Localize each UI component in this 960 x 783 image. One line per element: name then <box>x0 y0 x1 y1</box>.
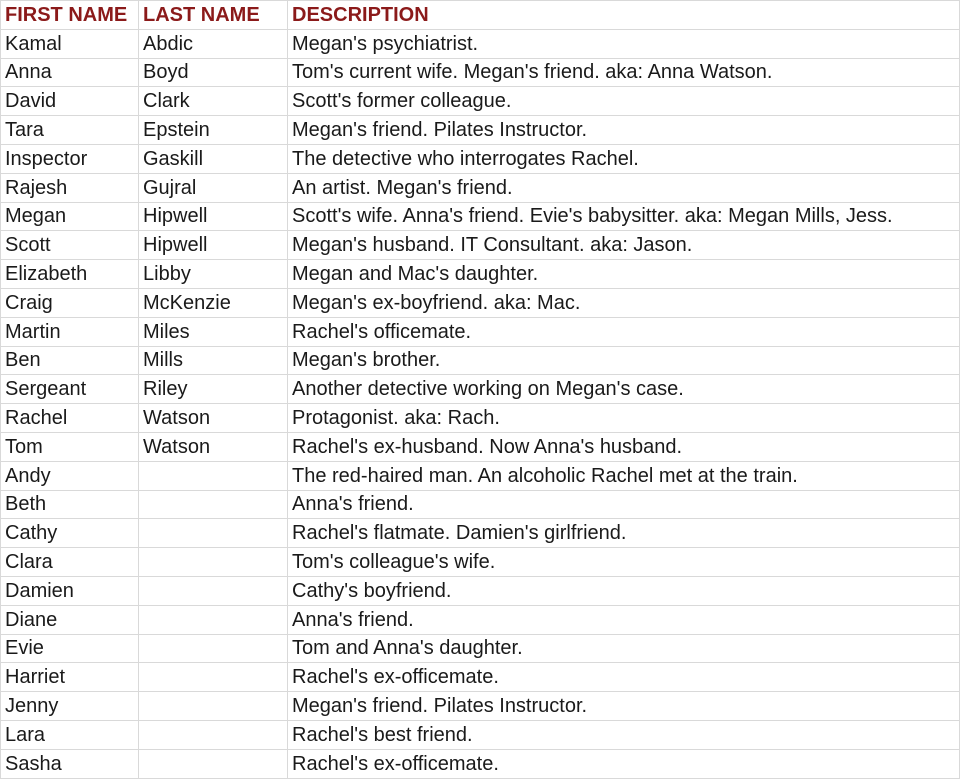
first-name-cell[interactable]: Jenny <box>1 692 139 721</box>
first-name-cell[interactable]: Megan <box>1 202 139 231</box>
table-row <box>1 202 960 231</box>
description-cell[interactable]: Tom and Anna's daughter. <box>288 634 960 663</box>
first-name-cell[interactable]: Clara <box>1 548 139 577</box>
description-cell[interactable]: Protagonist. aka: Rach. <box>288 404 960 433</box>
table-row <box>1 144 960 173</box>
first-name-cell[interactable]: Lara <box>1 720 139 749</box>
first-name-cell[interactable]: Beth <box>1 490 139 519</box>
last-name-cell[interactable]: Mills <box>139 346 288 375</box>
description-cell[interactable]: The detective who interrogates Rachel. <box>288 144 960 173</box>
description-cell[interactable]: Rachel's ex-officemate. <box>288 663 960 692</box>
first-name-cell[interactable]: Kamal <box>1 29 139 58</box>
table-row <box>1 634 960 663</box>
last-name-cell[interactable] <box>139 576 288 605</box>
description-cell[interactable]: Rachel's officemate. <box>288 317 960 346</box>
table-body <box>1 29 960 778</box>
last-name-cell[interactable]: Hipwell <box>139 231 288 260</box>
first-name-cell[interactable]: Elizabeth <box>1 260 139 289</box>
table-row <box>1 720 960 749</box>
table-row <box>1 317 960 346</box>
table-row <box>1 548 960 577</box>
description-cell[interactable]: An artist. Megan's friend. <box>288 173 960 202</box>
description-cell[interactable]: Rachel's ex-officemate. <box>288 749 960 778</box>
description-cell[interactable]: Rachel's flatmate. Damien's girlfriend. <box>288 519 960 548</box>
first-name-cell[interactable]: Cathy <box>1 519 139 548</box>
last-name-cell[interactable]: Epstein <box>139 116 288 145</box>
table-row <box>1 749 960 778</box>
description-cell[interactable]: Megan's brother. <box>288 346 960 375</box>
last-name-cell[interactable]: Hipwell <box>139 202 288 231</box>
last-name-cell[interactable] <box>139 605 288 634</box>
first-name-cell[interactable]: Damien <box>1 576 139 605</box>
description-cell[interactable]: Megan's psychiatrist. <box>288 29 960 58</box>
description-cell[interactable]: Scott's wife. Anna's friend. Evie's babysitter. aka: Megan Mills, Jess. <box>288 202 960 231</box>
last-name-cell[interactable] <box>139 749 288 778</box>
first-name-cell[interactable]: Evie <box>1 634 139 663</box>
last-name-cell[interactable] <box>139 490 288 519</box>
table-row <box>1 404 960 433</box>
last-name-cell[interactable]: Watson <box>139 432 288 461</box>
first-name-cell[interactable]: Scott <box>1 231 139 260</box>
first-name-cell[interactable]: Ben <box>1 346 139 375</box>
last-name-cell[interactable]: Watson <box>139 404 288 433</box>
last-name-cell[interactable] <box>139 634 288 663</box>
description-cell[interactable]: Rachel's ex-husband. Now Anna's husband. <box>288 432 960 461</box>
table-row <box>1 519 960 548</box>
table-row <box>1 29 960 58</box>
last-name-cell[interactable]: Miles <box>139 317 288 346</box>
first-name-cell[interactable]: Sasha <box>1 749 139 778</box>
table-row <box>1 605 960 634</box>
last-name-cell[interactable] <box>139 548 288 577</box>
first-name-cell[interactable]: Diane <box>1 605 139 634</box>
description-cell[interactable]: Rachel's best friend. <box>288 720 960 749</box>
description-cell[interactable]: The red-haired man. An alcoholic Rachel met at the train. <box>288 461 960 490</box>
table-row <box>1 663 960 692</box>
table-row <box>1 288 960 317</box>
first-name-cell[interactable]: Sergeant <box>1 375 139 404</box>
description-cell[interactable]: Megan's husband. IT Consultant. aka: Jason. <box>288 231 960 260</box>
table-row <box>1 87 960 116</box>
last-name-cell[interactable]: Clark <box>139 87 288 116</box>
table-row <box>1 692 960 721</box>
description-cell[interactable]: Megan's friend. Pilates Instructor. <box>288 692 960 721</box>
table-row <box>1 58 960 87</box>
description-cell[interactable]: Scott's former colleague. <box>288 87 960 116</box>
first-name-cell[interactable]: Inspector <box>1 144 139 173</box>
description-cell[interactable]: Anna's friend. <box>288 605 960 634</box>
last-name-cell[interactable]: Boyd <box>139 58 288 87</box>
column-header-last-name[interactable]: LAST NAME <box>139 1 288 30</box>
table-row <box>1 173 960 202</box>
description-cell[interactable]: Anna's friend. <box>288 490 960 519</box>
column-header-description[interactable]: DESCRIPTION <box>288 1 960 30</box>
last-name-cell[interactable]: McKenzie <box>139 288 288 317</box>
table-row <box>1 461 960 490</box>
last-name-cell[interactable] <box>139 720 288 749</box>
last-name-cell[interactable]: Riley <box>139 375 288 404</box>
table-row <box>1 231 960 260</box>
last-name-cell[interactable]: Libby <box>139 260 288 289</box>
table-row <box>1 576 960 605</box>
header-row <box>1 1 960 30</box>
last-name-cell[interactable]: Abdic <box>139 29 288 58</box>
first-name-cell[interactable]: Martin <box>1 317 139 346</box>
table-row <box>1 432 960 461</box>
description-cell[interactable]: Another detective working on Megan's case. <box>288 375 960 404</box>
description-cell[interactable]: Tom's current wife. Megan's friend. aka: Anna Watson. <box>288 58 960 87</box>
first-name-cell[interactable]: Rachel <box>1 404 139 433</box>
table-row <box>1 375 960 404</box>
description-cell[interactable]: Megan and Mac's daughter. <box>288 260 960 289</box>
table-row <box>1 260 960 289</box>
last-name-cell[interactable] <box>139 663 288 692</box>
table-row <box>1 346 960 375</box>
table-row <box>1 490 960 519</box>
description-cell[interactable]: Megan's friend. Pilates Instructor. <box>288 116 960 145</box>
description-cell[interactable]: Cathy's boyfriend. <box>288 576 960 605</box>
description-cell[interactable]: Megan's ex-boyfriend. aka: Mac. <box>288 288 960 317</box>
first-name-cell[interactable]: Tara <box>1 116 139 145</box>
description-cell[interactable]: Tom's colleague's wife. <box>288 548 960 577</box>
last-name-cell[interactable]: Gujral <box>139 173 288 202</box>
first-name-cell[interactable]: Craig <box>1 288 139 317</box>
last-name-cell[interactable] <box>139 519 288 548</box>
last-name-cell[interactable]: Gaskill <box>139 144 288 173</box>
first-name-cell[interactable]: David <box>1 87 139 116</box>
last-name-cell[interactable] <box>139 461 288 490</box>
first-name-cell[interactable]: Andy <box>1 461 139 490</box>
table-row <box>1 116 960 145</box>
column-header-first-name[interactable]: FIRST NAME <box>1 1 139 30</box>
first-name-cell[interactable]: Harriet <box>1 663 139 692</box>
last-name-cell[interactable] <box>139 692 288 721</box>
first-name-cell[interactable]: Anna <box>1 58 139 87</box>
first-name-cell[interactable]: Rajesh <box>1 173 139 202</box>
first-name-cell[interactable]: Tom <box>1 432 139 461</box>
